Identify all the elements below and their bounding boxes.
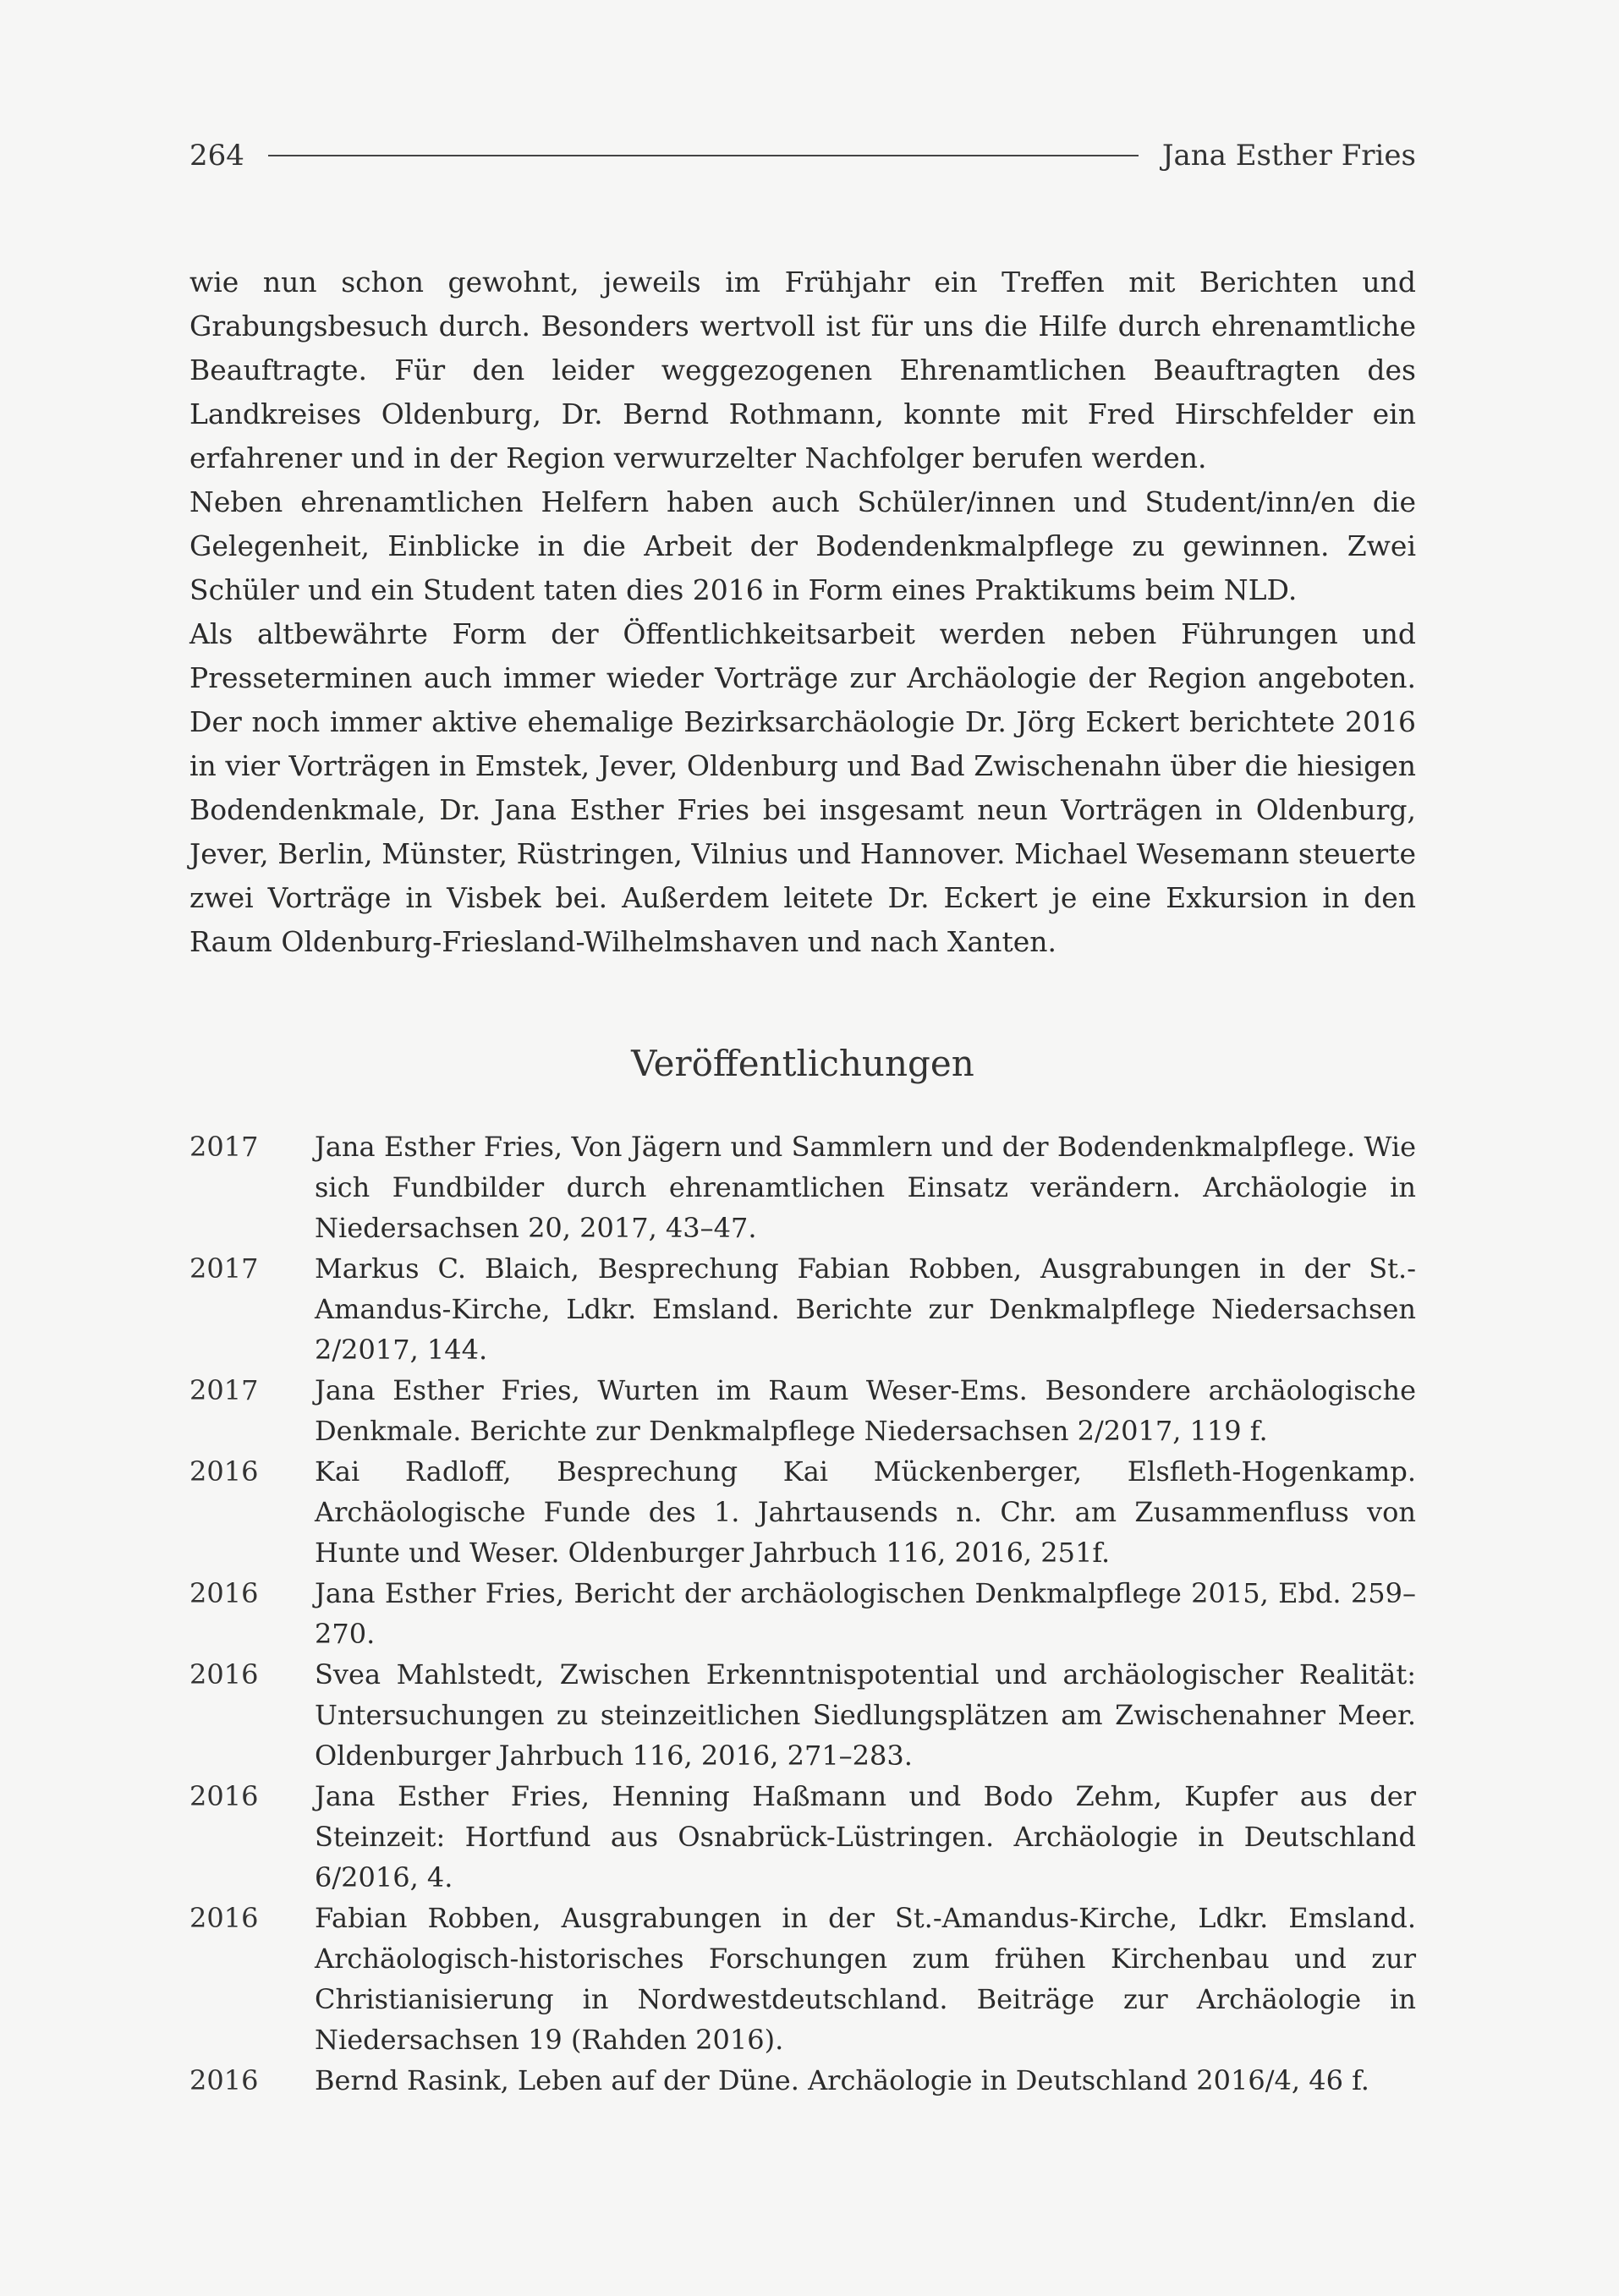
publication-item: [189, 1573, 1416, 1654]
publication-item: [189, 1654, 1416, 1776]
page-number: 264: [189, 139, 244, 173]
publication-year: 2017: [189, 1131, 259, 1163]
publication-year: 2016: [189, 1577, 259, 1609]
publication-text: Bernd Rasink, Leben auf der Düne. Archäologie in Deutschland 2016/4, 46 f.: [315, 2064, 1369, 2096]
publication-text: Jana Esther Fries, Von Jägern und Sammlern und der Bodendenkmalpflege. Wie sich Fundbilder durch ehrenamtlichen Einsatz verändern. Archäologie in Niedersachsen 20, 2017, 43–47.: [315, 1131, 1416, 1244]
publication-item: [189, 1776, 1416, 1898]
publication-text: Fabian Robben, Ausgrabungen in der St.-Amandus-Kirche, Ldkr. Emsland. Archäologisch-historisches Forschungen zum frühen Kirchenbau und zur Christianisierung in Nordwestdeutschland. Beiträge zur Archäologie in Niedersachsen 19 (Rahden 2016).: [315, 1902, 1416, 2056]
publication-item: [189, 1126, 1416, 1248]
body-text: [189, 260, 1416, 964]
running-header: [189, 135, 1416, 176]
publication-text: Jana Esther Fries, Bericht der archäologischen Denkmalpflege 2015, Ebd. 259–270.: [315, 1577, 1416, 1650]
section-heading: Veröffentlichungen: [631, 1043, 974, 1084]
publication-item: [189, 1248, 1416, 1370]
body-paragraph: Neben ehrenamtlichen Helfern haben auch Schüler/innen und Student/inn/en die Gelegenheit, Einblicke in die Arbeit der Bodendenkmalpflege zu gewinnen. Zwei Schüler und ein Student taten dies 2016 in Form eines Praktikums beim NLD.: [189, 485, 1416, 606]
publication-year: 2016: [189, 2064, 259, 2096]
header-rule: [268, 155, 1139, 156]
running-header-author: Jana Esther Fries: [1161, 139, 1416, 173]
publication-item: [189, 1898, 1416, 2060]
publication-text: Kai Radloff, Besprechung Kai Mückenberger, Elsfleth-Hogenkamp. Archäologische Funde des 1. Jahrtausends n. Chr. am Zusammenfluss von Hunte und Weser. Oldenburger Jahrbuch 116, 2016, 251f.: [315, 1455, 1416, 1569]
publication-item: [189, 1451, 1416, 1573]
publication-text: Jana Esther Fries, Henning Haßmann und Bodo Zehm, Kupfer aus der Steinzeit: Hortfund aus Osnabrück-Lüstringen. Archäologie in Deutschland 6/2016, 4.: [315, 1780, 1416, 1893]
publication-list: [189, 1126, 1416, 2101]
body-paragraph: Als altbewährte Form der Öffentlichkeitsarbeit werden neben Führungen und Presseterminen auch immer wieder Vorträge zur Archäologie der Region angeboten. Der noch immer aktive ehemalige Bezirksarchäologie Dr. Jörg Eckert berichtete 2016 in vier Vorträgen in Emstek, Jever, Oldenburg und Bad Zwischenahn über die hiesigen Bodendenkmale, Dr. Jana Esther Fries bei insgesamt neun Vorträgen in Oldenburg, Jever, Berlin, Münster, Rüstringen, Vilnius und Hannover. Michael Wesemann steuerte zwei Vorträge in Visbek bei. Außerdem leitete Dr. Eckert je eine Exkursion in den Raum Oldenburg-Friesland-Wilhelmshaven und nach Xanten.: [189, 617, 1416, 958]
publication-item: [189, 1370, 1416, 1451]
page-content: [189, 135, 1416, 2101]
publication-year: 2016: [189, 1658, 259, 1690]
publication-text: Svea Mahlstedt, Zwischen Erkenntnispotential und archäologischer Realität: Untersuchungen zu steinzeitlichen Siedlungsplätzen am Zwischenahner Meer. Oldenburger Jahrbuch 116, 2016, 271–283.: [315, 1658, 1416, 1772]
publication-year: 2016: [189, 1455, 259, 1488]
publication-year: 2016: [189, 1902, 259, 1934]
publication-item: [189, 2060, 1416, 2101]
publication-year: 2017: [189, 1252, 259, 1285]
publication-year: 2016: [189, 1780, 259, 1812]
body-paragraph: wie nun schon gewohnt, jeweils im Frühjahr ein Treffen mit Berichten und Grabungsbesuch durch. Besonders wertvoll ist für uns die Hilfe durch ehrenamtliche Beauftragte. Für den leider weggezogenen Ehrenamtlichen Beauftragten des Landkreises Oldenburg, Dr. Bernd Rothmann, konnte mit Fred Hirschfelder ein erfahrener und in der Region verwurzelter Nachfolger berufen werden.: [189, 266, 1416, 474]
publication-text: Jana Esther Fries, Wurten im Raum Weser-Ems. Besondere archäologische Denkmale. Berichte zur Denkmalpflege Niedersachsen 2/2017, 119 f.: [315, 1374, 1416, 1447]
publication-year: 2017: [189, 1374, 259, 1406]
publication-text: Markus C. Blaich, Besprechung Fabian Robben, Ausgrabungen in der St.-Amandus-Kirche, Ldkr. Emsland. Berichte zur Denkmalpflege Niedersachsen 2/2017, 144.: [315, 1252, 1416, 1366]
